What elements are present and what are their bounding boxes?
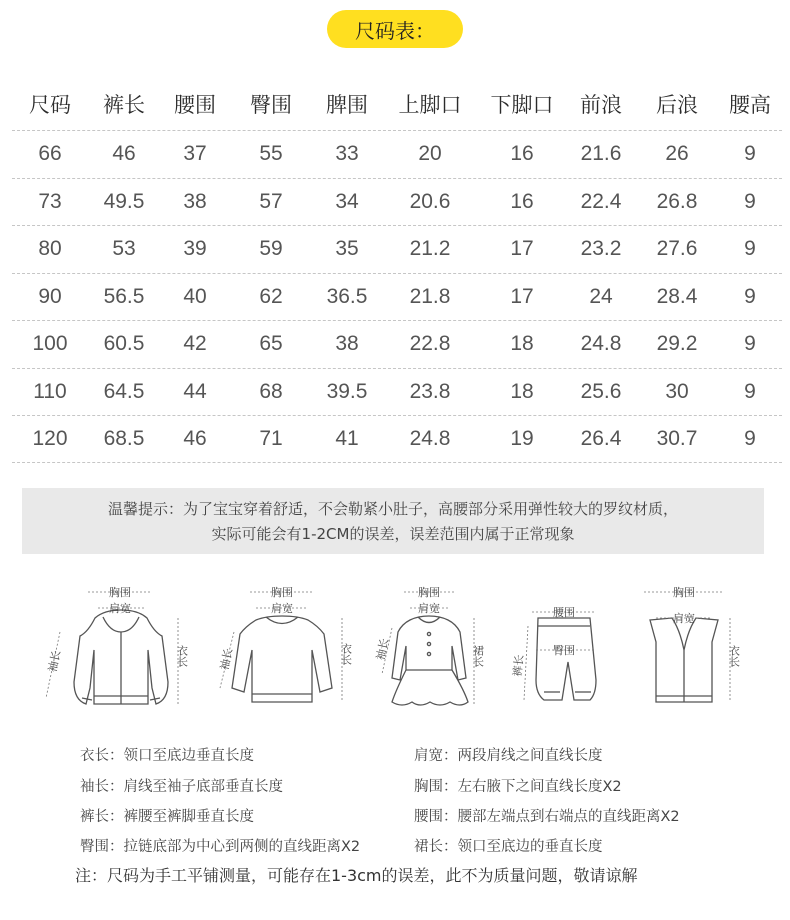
header-cell: 前浪 <box>580 93 622 117</box>
table-cell: 68.5 <box>103 426 145 450</box>
table-cell: 26.4 <box>580 426 622 450</box>
table-cell: 42 <box>183 332 207 356</box>
table-cell: 66 <box>38 142 62 166</box>
table-row <box>12 225 782 273</box>
jacket-chest-label: 胸围 <box>109 586 131 599</box>
sweater-diagram <box>232 616 332 702</box>
tip-line-2: 实际可能会有1-2CM的误差，误差范围内属于正常现象 <box>211 525 575 543</box>
table-cell: 18 <box>510 332 534 356</box>
garment-diagrams <box>0 570 790 740</box>
table-header <box>12 78 782 130</box>
size-table <box>12 78 782 463</box>
table-cell: 65 <box>259 332 283 356</box>
table-cell: 34 <box>335 189 359 213</box>
vest-length-label: 衣长 <box>727 645 741 667</box>
table-row <box>12 178 782 226</box>
header-cell: 上脚口 <box>398 93 462 117</box>
table-cell: 28.4 <box>656 284 698 308</box>
dress-sleeve-label: 袖长 <box>373 637 392 662</box>
definition-item: 胸围：左右腋下之间直线长度X2 <box>414 779 622 795</box>
pants-length-label: 裤长 <box>510 654 527 678</box>
table-body <box>12 130 782 463</box>
table-cell: 39.5 <box>326 379 368 403</box>
header-cell: 腰围 <box>174 93 216 117</box>
header-cell: 腰高 <box>729 93 771 117</box>
table-cell: 9 <box>744 284 756 308</box>
sweater-sleeve-label: 袖长 <box>217 647 236 672</box>
table-cell: 53 <box>112 237 136 261</box>
table-cell: 26.8 <box>656 189 698 213</box>
table-cell: 17 <box>510 237 534 261</box>
definition-item: 臀围：拉链底部为中心到两侧的直线距离X2 <box>80 839 361 855</box>
dress-shoulder-label: 肩宽 <box>418 602 440 615</box>
table-cell: 25.6 <box>580 379 622 403</box>
table-cell: 38 <box>335 332 359 356</box>
header-cell: 臀围 <box>250 93 292 117</box>
table-cell: 100 <box>32 332 68 356</box>
sweater-chest-label: 胸围 <box>271 586 293 599</box>
table-cell: 21.8 <box>409 284 451 308</box>
table-cell: 46 <box>183 426 207 450</box>
table-cell: 24 <box>589 284 613 308</box>
definition-item: 袖长：肩线至袖子底部垂直长度 <box>80 779 283 795</box>
table-cell: 68 <box>259 379 283 403</box>
table-row <box>12 273 782 321</box>
table-cell: 23.2 <box>580 237 622 261</box>
garment-diagrams-svg <box>0 570 790 740</box>
header-cell: 下脚口 <box>490 93 554 117</box>
table-cell: 46 <box>112 142 136 166</box>
pants-hip-label: 臀围 <box>553 644 575 657</box>
table-cell: 90 <box>38 284 62 308</box>
table-cell: 19 <box>510 426 534 450</box>
table-cell: 16 <box>510 189 534 213</box>
table-cell: 80 <box>38 237 62 261</box>
table-cell: 40 <box>183 284 207 308</box>
table-cell: 23.8 <box>409 379 451 403</box>
vest-diagram <box>650 618 718 702</box>
table-cell: 17 <box>510 284 534 308</box>
table-cell: 29.2 <box>656 332 698 356</box>
warm-tip-box <box>22 488 764 554</box>
table-cell: 21.2 <box>409 237 451 261</box>
definition-item: 衣长：领口至底边垂直长度 <box>80 748 254 764</box>
jacket-shoulder-label: 肩宽 <box>109 602 131 615</box>
table-cell: 71 <box>259 426 283 450</box>
table-cell: 18 <box>510 379 534 403</box>
sweater-length-label: 衣长 <box>339 643 353 665</box>
table-cell: 39 <box>183 237 207 261</box>
header-cell: 裤长 <box>103 93 145 117</box>
table-cell: 57 <box>259 189 283 213</box>
jacket-length-label: 衣长 <box>175 645 189 667</box>
table-cell: 20 <box>418 142 442 166</box>
table-cell: 20.6 <box>409 189 451 213</box>
vest-shoulder-label: 肩宽 <box>673 612 695 625</box>
table-cell: 9 <box>744 237 756 261</box>
header-cell: 脾围 <box>326 93 368 117</box>
table-cell: 62 <box>259 284 283 308</box>
table-cell: 49.5 <box>103 189 145 213</box>
table-cell: 38 <box>183 189 207 213</box>
definition-item: 裤长：裤腰至裤脚垂直长度 <box>80 809 254 825</box>
table-cell: 73 <box>38 189 62 213</box>
table-cell: 30.7 <box>656 426 698 450</box>
pants-waist-label: 腰围 <box>553 606 575 619</box>
table-cell: 9 <box>744 379 756 403</box>
jacket-diagram <box>74 610 168 704</box>
table-cell: 36.5 <box>326 284 368 308</box>
definition-item: 腰围：腰部左端点到右端点的直线距离X2 <box>414 809 680 825</box>
table-cell: 44 <box>183 379 207 403</box>
table-cell: 16 <box>510 142 534 166</box>
definition-item: 裙长：领口至底边的垂直长度 <box>414 839 603 855</box>
table-cell: 33 <box>335 142 359 166</box>
table-cell: 9 <box>744 426 756 450</box>
table-cell: 41 <box>335 426 359 450</box>
measurement-note: 注：尺码为手工平铺测量，可能存在1-3cm的误差，此不为质量问题，敬请谅解 <box>75 866 638 885</box>
table-cell: 24.8 <box>580 332 622 356</box>
dress-chest-label: 胸围 <box>418 586 440 599</box>
table-row <box>12 368 782 416</box>
table-cell: 56.5 <box>103 284 145 308</box>
table-cell: 9 <box>744 142 756 166</box>
size-chart-title <box>327 10 463 48</box>
pants-diagram <box>536 618 596 700</box>
table-row <box>12 415 782 463</box>
size-chart-title-text: 尺码表： <box>355 18 435 43</box>
definition-item: 肩宽：两段肩线之间直线长度 <box>414 748 603 764</box>
tip-line-1: 温馨提示：为了宝宝穿着舒适，不会勒紧小肚子，高腰部分采用弹性较大的罗纹材质， <box>107 500 678 518</box>
table-cell: 110 <box>33 379 67 403</box>
table-cell: 9 <box>744 189 756 213</box>
table-row <box>12 130 782 178</box>
table-cell: 30 <box>665 379 689 403</box>
dress-diagram <box>392 616 468 705</box>
dress-length-label: 裙长 <box>471 645 485 667</box>
sweater-shoulder-label: 肩宽 <box>271 602 293 615</box>
table-row <box>12 320 782 368</box>
header-cell: 尺码 <box>29 93 71 117</box>
table-cell: 27.6 <box>656 237 698 261</box>
table-cell: 22.8 <box>409 332 451 356</box>
table-cell: 21.6 <box>580 142 622 166</box>
table-cell: 37 <box>183 142 207 166</box>
vest-chest-label: 胸围 <box>673 586 695 599</box>
table-cell: 59 <box>259 237 283 261</box>
header-cell: 后浪 <box>656 93 698 117</box>
table-cell: 120 <box>32 426 68 450</box>
table-cell: 26 <box>665 142 689 166</box>
table-cell: 22.4 <box>580 189 622 213</box>
table-cell: 35 <box>335 237 359 261</box>
vest-measure-lines <box>644 592 730 702</box>
jacket-sleeve-label: 袖长 <box>45 649 64 674</box>
table-cell: 64.5 <box>103 379 145 403</box>
table-cell: 24.8 <box>409 426 451 450</box>
table-cell: 55 <box>259 142 283 166</box>
table-cell: 9 <box>744 332 756 356</box>
table-cell: 60.5 <box>103 332 145 356</box>
